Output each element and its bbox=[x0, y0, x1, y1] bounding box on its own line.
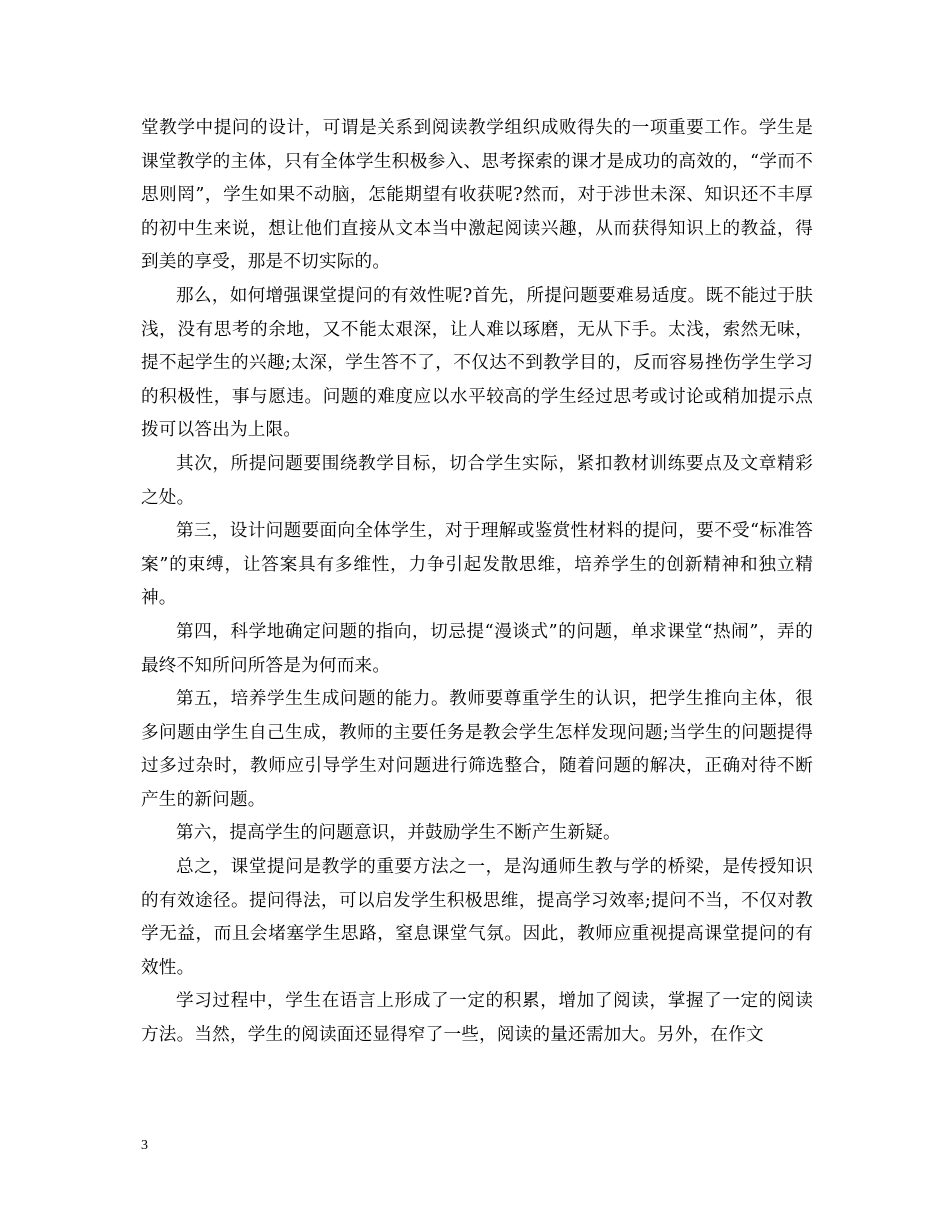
paragraph-8: 总之，课堂提问是教学的重要方法之一，是沟通师生教与学的桥梁，是传授知识的有效途径。提问得法，可以启发学生积极思维，提高学习效率;提问不当，不仅对教学无益，而且会堵塞学生思路，窒息课堂气氛。因此，教师应重视提高课堂提问的有效性。 bbox=[141, 857, 813, 978]
paragraph-1: 堂教学中提问的设计，可谓是关系到阅读教学组织成败得失的一项重要工作。学生是课堂教学的主体，只有全体学生积极参入、思考探索的课才是成功的高效的，“学而不思则罔”，学生如果不动脑，怎能期望有收获呢?然而，对于涉世未深、知识还不丰厚的初中生来说，想让他们直接从文本当中激起阅读兴趣，从而获得知识上的教益，得到美的享受，那是不切实际的。 bbox=[141, 118, 813, 273]
paragraph-4: 第三，设计问题要面向全体学生，对于理解或鉴赏性材料的提问，要不受“标准答案”的束缚，让答案具有多维性，力争引起发散思维，培养学生的创新精神和独立精神。 bbox=[141, 521, 813, 609]
paragraph-7: 第六，提高学生的问题意识，并鼓励学生不断产生新疑。 bbox=[176, 823, 621, 844]
paragraph-6: 第五，培养学生生成问题的能力。教师要尊重学生的认识，把学生推向主体，很多问题由学生自己生成，教师的主要任务是教会学生怎样发现问题;当学生的问题提得过多过杂时，教师应引导学生对问题进行筛选整合，随着问题的解决，正确对待不断产生的新问题。 bbox=[141, 689, 813, 810]
paragraph-3: 其次，所提问题要围绕教学目标，切合学生实际，紧扣教材训练要点及文章精彩之处。 bbox=[141, 453, 813, 508]
paragraph-5: 第四，科学地确定问题的指向，切忌提“漫谈式”的问题，单求课堂“热闹”，弄的最终不知所问所答是为何而来。 bbox=[141, 621, 813, 676]
body-text bbox=[141, 112, 813, 1053]
paragraph-9: 学习过程中，学生在语言上形成了一定的积累，增加了阅读，掌握了一定的阅读方法。当然，学生的阅读面还显得窄了一些，阅读的量还需加大。另外，在作文 bbox=[141, 991, 813, 1046]
page-number: 3 bbox=[141, 1138, 148, 1153]
paragraph-2: 那么，如何增强课堂提问的有效性呢?首先，所提问题要难易适度。既不能过于肤浅，没有思考的余地，又不能太艰深，让人难以琢磨，无从下手。太浅，索然无味，提不起学生的兴趣;太深，学生答不了，不仅达不到教学目的，反而容易挫伤学生学习的积极性，事与愿违。问题的难度应以水平较高的学生经过思考或讨论或稍加提示点拨可以答出为上限。 bbox=[141, 285, 813, 441]
